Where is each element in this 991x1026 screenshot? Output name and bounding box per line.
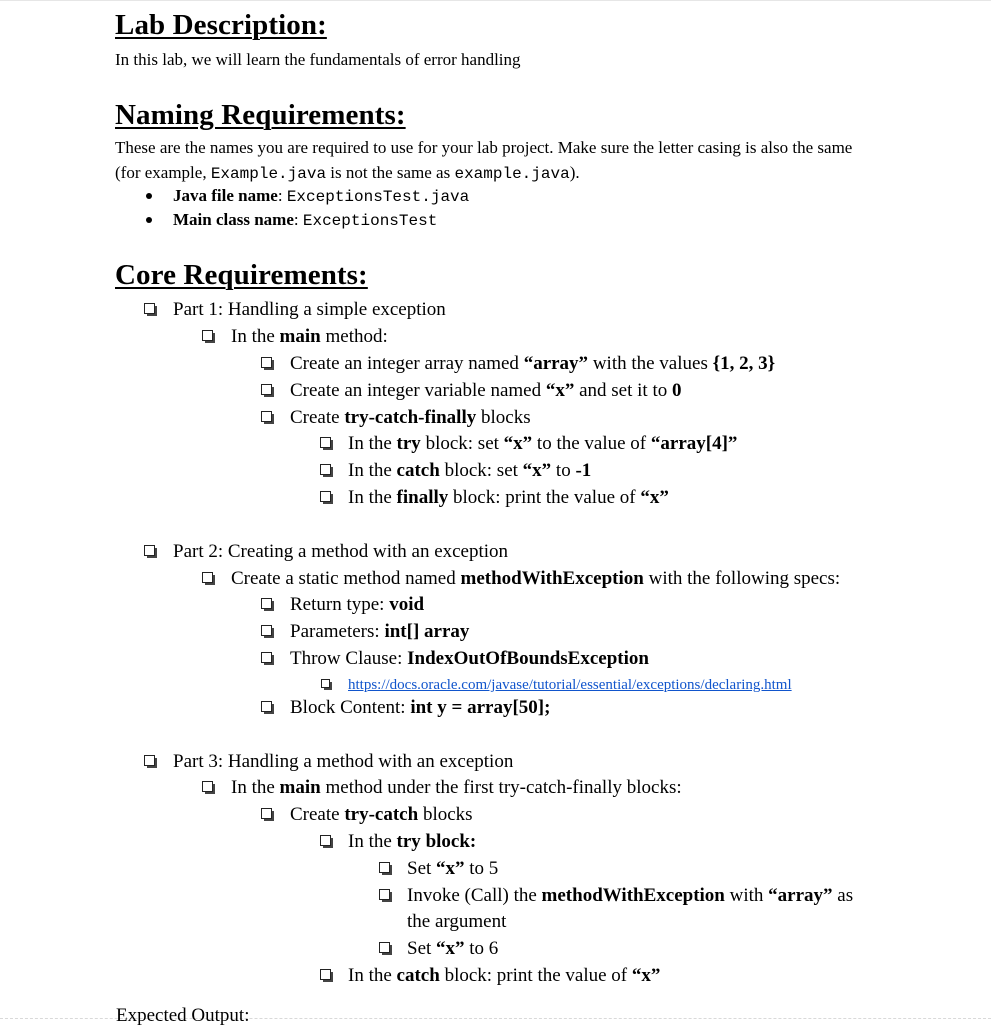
- part1-create-array: Create an integer array named “array” with the values {1, 2, 3}: [290, 353, 776, 374]
- part1-try-block: In the try block: set “x” to the value of “array[4]”: [348, 433, 738, 454]
- checkbox-icon[interactable]: [261, 808, 272, 819]
- part3-invoke-method-cont: the argument: [407, 911, 507, 932]
- checkbox-icon[interactable]: [379, 862, 390, 873]
- checkbox-icon[interactable]: [320, 969, 331, 980]
- checkbox-icon[interactable]: [261, 701, 272, 712]
- lab-description-heading: Lab Description:: [115, 9, 327, 41]
- main-class-name-item: Main class name: ExceptionsTest: [173, 210, 438, 230]
- part2-throw-clause: Throw Clause: IndexOutOfBoundsException: [290, 648, 649, 669]
- core-heading: Core Requirements:: [115, 259, 368, 291]
- checkbox-icon[interactable]: [320, 491, 331, 502]
- checkbox-icon[interactable]: [320, 835, 331, 846]
- part2-create-method: Create a static method named methodWithException with the following specs:: [231, 568, 841, 589]
- checkbox-icon[interactable]: [144, 303, 155, 314]
- checkbox-icon[interactable]: [261, 598, 272, 609]
- part3-catch-block: In the catch block: print the value of “x”: [348, 965, 661, 986]
- part3-create-blocks: Create try-catch blocks: [290, 804, 473, 825]
- part2-parameters: Parameters: int[] array: [290, 621, 470, 642]
- oracle-docs-link[interactable]: https://docs.oracle.com/javase/tutorial/essential/exceptions/declaring.html: [348, 677, 792, 693]
- checkbox-icon[interactable]: [261, 652, 272, 663]
- part3-title: Part 3: Handling a method with an exception: [173, 751, 514, 772]
- checkbox-icon[interactable]: [261, 384, 272, 395]
- checkbox-icon[interactable]: [321, 679, 330, 688]
- checkbox-icon[interactable]: [320, 464, 331, 475]
- part2-block-content: Block Content: int y = array[50];: [290, 697, 551, 718]
- java-file-name-item: Java file name: ExceptionsTest.java: [173, 186, 470, 206]
- bullet-icon: [146, 217, 152, 223]
- lab-description-text: In this lab, we will learn the fundamentals of error handling: [115, 50, 521, 69]
- checkbox-icon[interactable]: [261, 357, 272, 368]
- part2-docs-link-row: [348, 672, 792, 697]
- part3-invoke-method: Invoke (Call) the methodWithException with “array” as: [407, 885, 854, 906]
- part1-create-x: Create an integer variable named “x” and set it to 0: [290, 380, 682, 401]
- part1-main-method: In the main method:: [231, 326, 388, 347]
- checkbox-icon[interactable]: [320, 437, 331, 448]
- part2-title: Part 2: Creating a method with an exception: [173, 541, 509, 562]
- naming-intro: These are the names you are required to use for your lab project. Make sure the letter casing is also the same (for example, Example.java is not the same as example.java).: [115, 138, 853, 183]
- checkbox-icon[interactable]: [144, 755, 155, 766]
- bullet-icon: [146, 193, 152, 199]
- code-example-lower: example.java: [454, 165, 570, 183]
- checkbox-icon[interactable]: [202, 572, 213, 583]
- next-section-heading-cut: Expected Output:: [116, 1005, 250, 1026]
- part1-title: Part 1: Handling a simple exception: [173, 299, 446, 320]
- checkbox-icon[interactable]: [379, 889, 390, 900]
- part2-return-type: Return type: void: [290, 594, 425, 615]
- checkbox-icon[interactable]: [144, 545, 155, 556]
- part1-create-blocks: Create try-catch-finally blocks: [290, 407, 531, 428]
- part3-try-block: In the try block:: [348, 831, 477, 852]
- checkbox-icon[interactable]: [379, 942, 390, 953]
- checkbox-icon[interactable]: [202, 330, 213, 341]
- checkbox-icon[interactable]: [261, 625, 272, 636]
- part1-finally-block: In the finally block: print the value of “x”: [348, 487, 669, 508]
- checkbox-icon[interactable]: [261, 411, 272, 422]
- naming-heading: Naming Requirements:: [115, 99, 406, 131]
- code-example-upper: Example.java: [210, 165, 327, 183]
- part3-set-x-6: Set “x” to 6: [407, 938, 499, 959]
- checkbox-icon[interactable]: [202, 781, 213, 792]
- part3-main-method: In the main method under the first try-catch-finally blocks:: [231, 777, 682, 798]
- part1-catch-block: In the catch block: set “x” to -1: [348, 460, 592, 481]
- part3-set-x-5: Set “x” to 5: [407, 858, 499, 879]
